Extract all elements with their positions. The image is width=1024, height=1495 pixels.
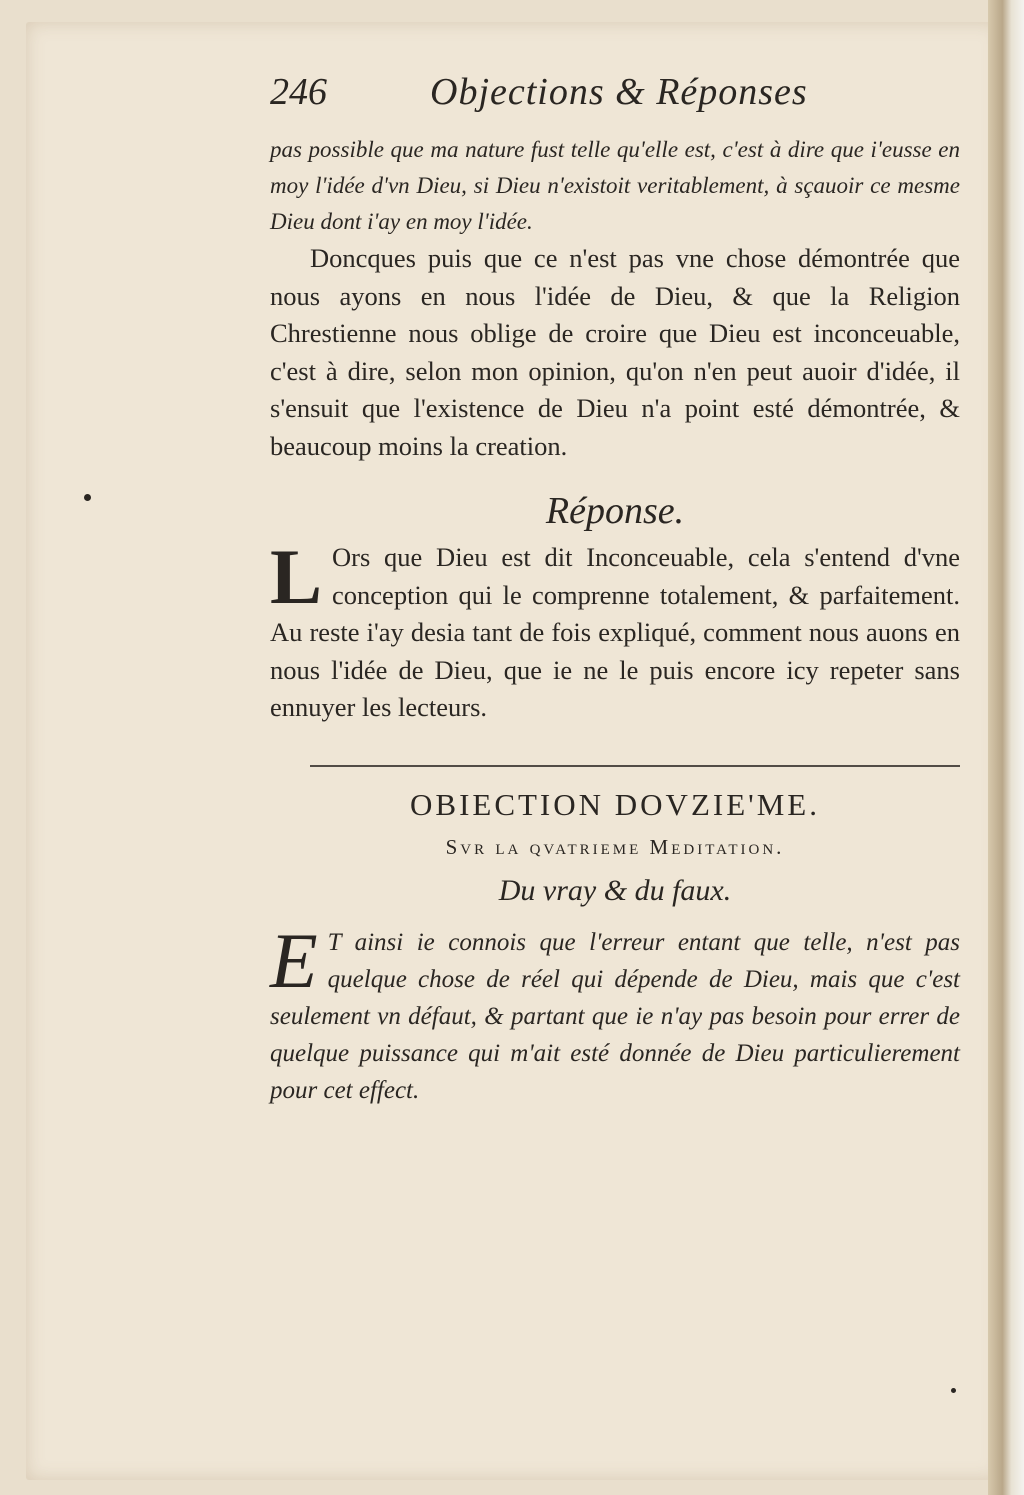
continuation-paragraph bbox=[270, 132, 960, 240]
continuation-text: pas possible que ma nature fust telle qu'elle est, c'est à dire que i'eusse en moy l'idée d'vn Dieu, si Dieu n'existoit veritablement, à sçauoir ce mesme Dieu dont i'ay en moy l'idée. bbox=[270, 137, 960, 234]
objection-subtitle: Svr la qvatrieme Meditation. bbox=[445, 834, 785, 859]
reponse-dropcap: L bbox=[270, 533, 323, 620]
running-title: Objections & Réponses bbox=[430, 71, 808, 113]
reponse-text: Ors que Dieu est dit Inconceuable, cela s'entend d'vne conception qui le comprenne totalement, & parfaitement. Au reste i'ay desia tant de fois expliqué, comment nous auons en nous l'idée de Dieu, que ie ne le puis encore icy repeter sans ennuyer les lecteurs. bbox=[270, 542, 960, 722]
section-divider bbox=[310, 765, 960, 767]
page-number: 246 bbox=[270, 71, 327, 113]
paragraph-doncques-text: Doncques puis que ce n'est pas vne chose démontrée que nous ayons en nous l'idée de Dieu, & que la Religion Chrestienne nous oblige de croire que Dieu est inconceuable, c'est à dire, selon mon opinion, qu'on n'en peut auoir d'idée, il s'ensuit que l'existence de Dieu n'a point esté démontrée, & beaucoup moins la creation. bbox=[270, 243, 960, 461]
reponse-heading: Réponse. bbox=[545, 490, 685, 532]
objection-paragraph bbox=[270, 916, 960, 1109]
objection-dropcap: E bbox=[270, 916, 318, 1004]
reponse-paragraph bbox=[270, 533, 960, 727]
ink-spot bbox=[951, 1388, 956, 1393]
objection-section-title: Du vray & du faux. bbox=[498, 873, 732, 907]
paragraph-doncques bbox=[270, 240, 960, 465]
objection-title: OBIECTION DOVZIE'ME. bbox=[410, 786, 820, 822]
ink-spot bbox=[84, 494, 91, 501]
facing-page-edge bbox=[988, 0, 1024, 1495]
running-header bbox=[270, 70, 960, 132]
page-text bbox=[270, 70, 960, 1109]
objection-text: T ainsi ie connois que l'erreur entant que telle, n'est pas quelque chose de réel qui dépende de Dieu, mais que c'est seulement vn défaut, & partant que ie n'ay pas besoin pour errer de quelque puissance qui m'ait esté donnée de Dieu particulierement pour cet effect. bbox=[270, 928, 960, 1104]
